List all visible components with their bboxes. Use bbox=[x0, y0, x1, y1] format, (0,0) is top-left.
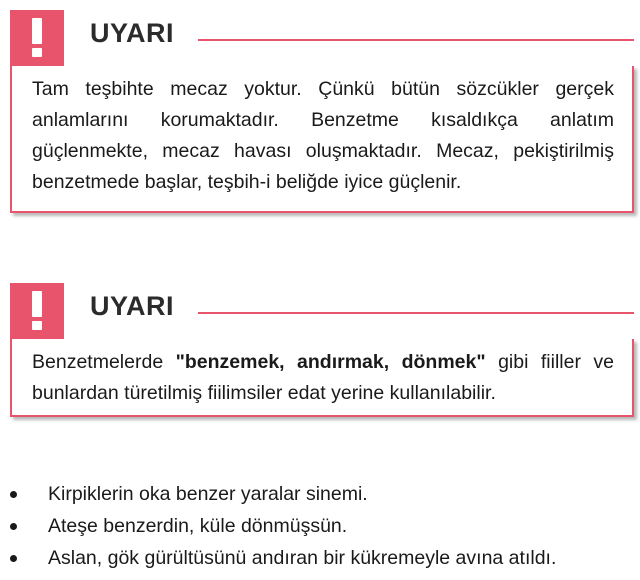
warning-box-1 bbox=[10, 10, 634, 213]
warning-text-part: gibi fiiller ve bunlardan türetilmiş fiilimsiler edat yerine kullanılabilir. bbox=[32, 351, 615, 404]
bullet-icon bbox=[10, 555, 17, 562]
warning-title: UYARI bbox=[90, 291, 175, 321]
list-item bbox=[10, 542, 630, 574]
example-text: Ateşe benzerdin, küle dönmüşsün. bbox=[48, 515, 348, 537]
bullet-icon bbox=[10, 523, 17, 530]
example-list bbox=[10, 478, 630, 574]
bullet-icon bbox=[10, 491, 17, 498]
warning-text-part: Benzetmelerde bbox=[32, 351, 176, 373]
warning-body bbox=[10, 339, 634, 417]
exclamation-icon bbox=[30, 18, 44, 58]
title-divider bbox=[198, 39, 634, 41]
warning-body bbox=[10, 66, 634, 213]
warning-title: UYARI bbox=[90, 18, 175, 48]
example-text: Kirpiklerin oka benzer yaralar sinemi. bbox=[48, 483, 368, 505]
example-text: Aslan, gök gürültüsünü andıran bir kükremeyle avına atıldı. bbox=[48, 547, 557, 569]
warning-icon-badge bbox=[10, 10, 64, 66]
warning-box-2 bbox=[10, 283, 634, 417]
list-item bbox=[10, 510, 630, 542]
exclamation-icon bbox=[30, 291, 44, 331]
title-divider bbox=[198, 312, 634, 314]
warning-text-bold: "benzemek, andırmak, dönmek" bbox=[175, 351, 486, 373]
list-item bbox=[10, 478, 630, 510]
warning-text: Tam teşbihte mecaz yoktur. Çünkü bütün sözcükler gerçek anlamlarını korumaktadır. Benzetme kısaldıkça anlatım güçlenmekte, mecaz havası oluşmaktadır. Mecaz, pekiştirilmiş benzetmede başlar, teşbih-i beliğde iyice güçlenir. bbox=[32, 78, 614, 193]
warning-icon-badge bbox=[10, 283, 64, 339]
